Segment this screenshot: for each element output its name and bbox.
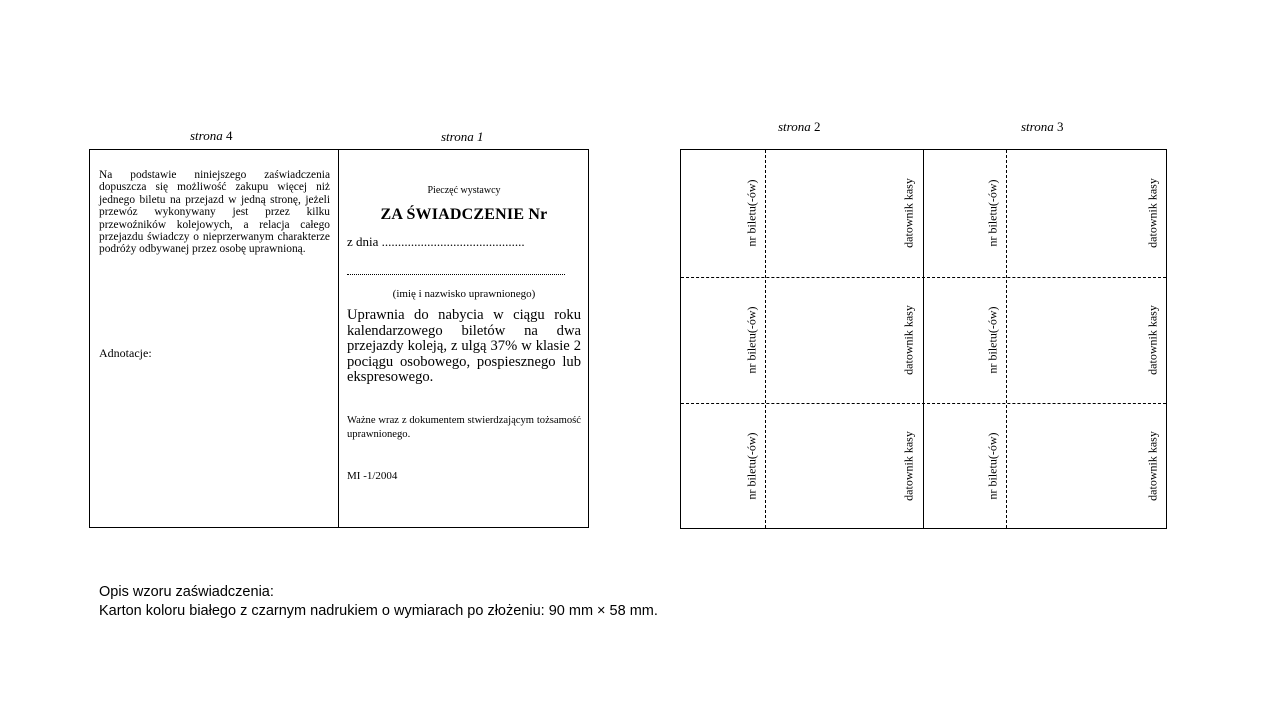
dashed-column-line [1006,150,1007,528]
label-word: strona [441,129,474,144]
description-heading: Opis wzoru zaświadczenia: [99,584,274,600]
cashier-stamp-label: datownik kasy [901,178,916,248]
label-strona-1 [441,129,484,145]
name-caption: (imię i nazwisko uprawnionego) [392,288,536,300]
validity-text: Ważne wraz z dokumentem stwierdzającym tożsamość uprawnionego. [347,415,581,440]
description-text: Karton koloru białego z czarnym nadrukiem o wymiarach po złożeniu: 90 mm × 58 mm. [99,603,658,619]
dashed-column-line [765,150,766,528]
page-4-panel [90,150,339,527]
name-dotted-line [347,274,565,275]
cashier-stamp-label: datownik kasy [901,431,916,501]
label-num: 4 [226,128,233,143]
label-word: strona [190,128,223,143]
label-strona-4 [190,128,233,144]
middle-fold-line [923,150,924,528]
label-strona-2 [778,119,821,135]
dashed-row-line [681,277,1166,278]
page-1-panel [339,150,589,527]
dashed-row-line [681,403,1166,404]
ticket-number-label: nr biletu(-ów) [985,306,1000,374]
ticket-number-label: nr biletu(-ów) [744,179,759,247]
issue-date-line: z dnia ............................................ [347,234,525,249]
label-strona-3 [1021,119,1064,135]
label-num: 3 [1057,119,1064,134]
certificate-back-card [680,149,1167,529]
label-word: strona [778,119,811,134]
entitlement-text: Uprawnia do nabycia w ciągu roku kalendarzowego biletów na dwa przejazdy koleją, z ulgą 37% w klasie 2 pociągu osobowego, pospiesznego lub ekspresowego. [347,307,581,386]
certificate-description [99,583,658,621]
issuer-stamp-label: Pieczęć wystawcy [427,185,501,196]
cashier-stamp-label: datownik kasy [901,305,916,375]
cashier-stamp-label: datownik kasy [1145,178,1160,248]
cashier-stamp-label: datownik kasy [1145,431,1160,501]
label-num: 2 [814,119,821,134]
label-word: strona [1021,119,1054,134]
page-4-text: Na podstawie niniejszego zaświadczenia dopuszcza się możliwość zakupu więcej niż jednego biletu na przejazd w jedną stronę, jeżeli przewóz wykonywany jest przez kilku przewoźników kolejowych, a relacja całego przejazdu świadczy o nieprzerwanym charakterze podróży odbywanej przez osobę uprawnioną. [99,169,330,256]
notes-label: Adnotacje: [99,346,152,360]
cashier-stamp-label: datownik kasy [1145,305,1160,375]
ticket-number-label: nr biletu(-ów) [744,306,759,374]
certificate-front-card [89,149,589,528]
form-code: MI -1/2004 [347,470,398,482]
ticket-number-label: nr biletu(-ów) [985,179,1000,247]
ticket-number-label: nr biletu(-ów) [744,432,759,500]
certificate-title: ZA ŚWIADCZENIE Nr [380,206,548,223]
label-num: 1 [477,129,484,144]
ticket-number-label: nr biletu(-ów) [985,432,1000,500]
